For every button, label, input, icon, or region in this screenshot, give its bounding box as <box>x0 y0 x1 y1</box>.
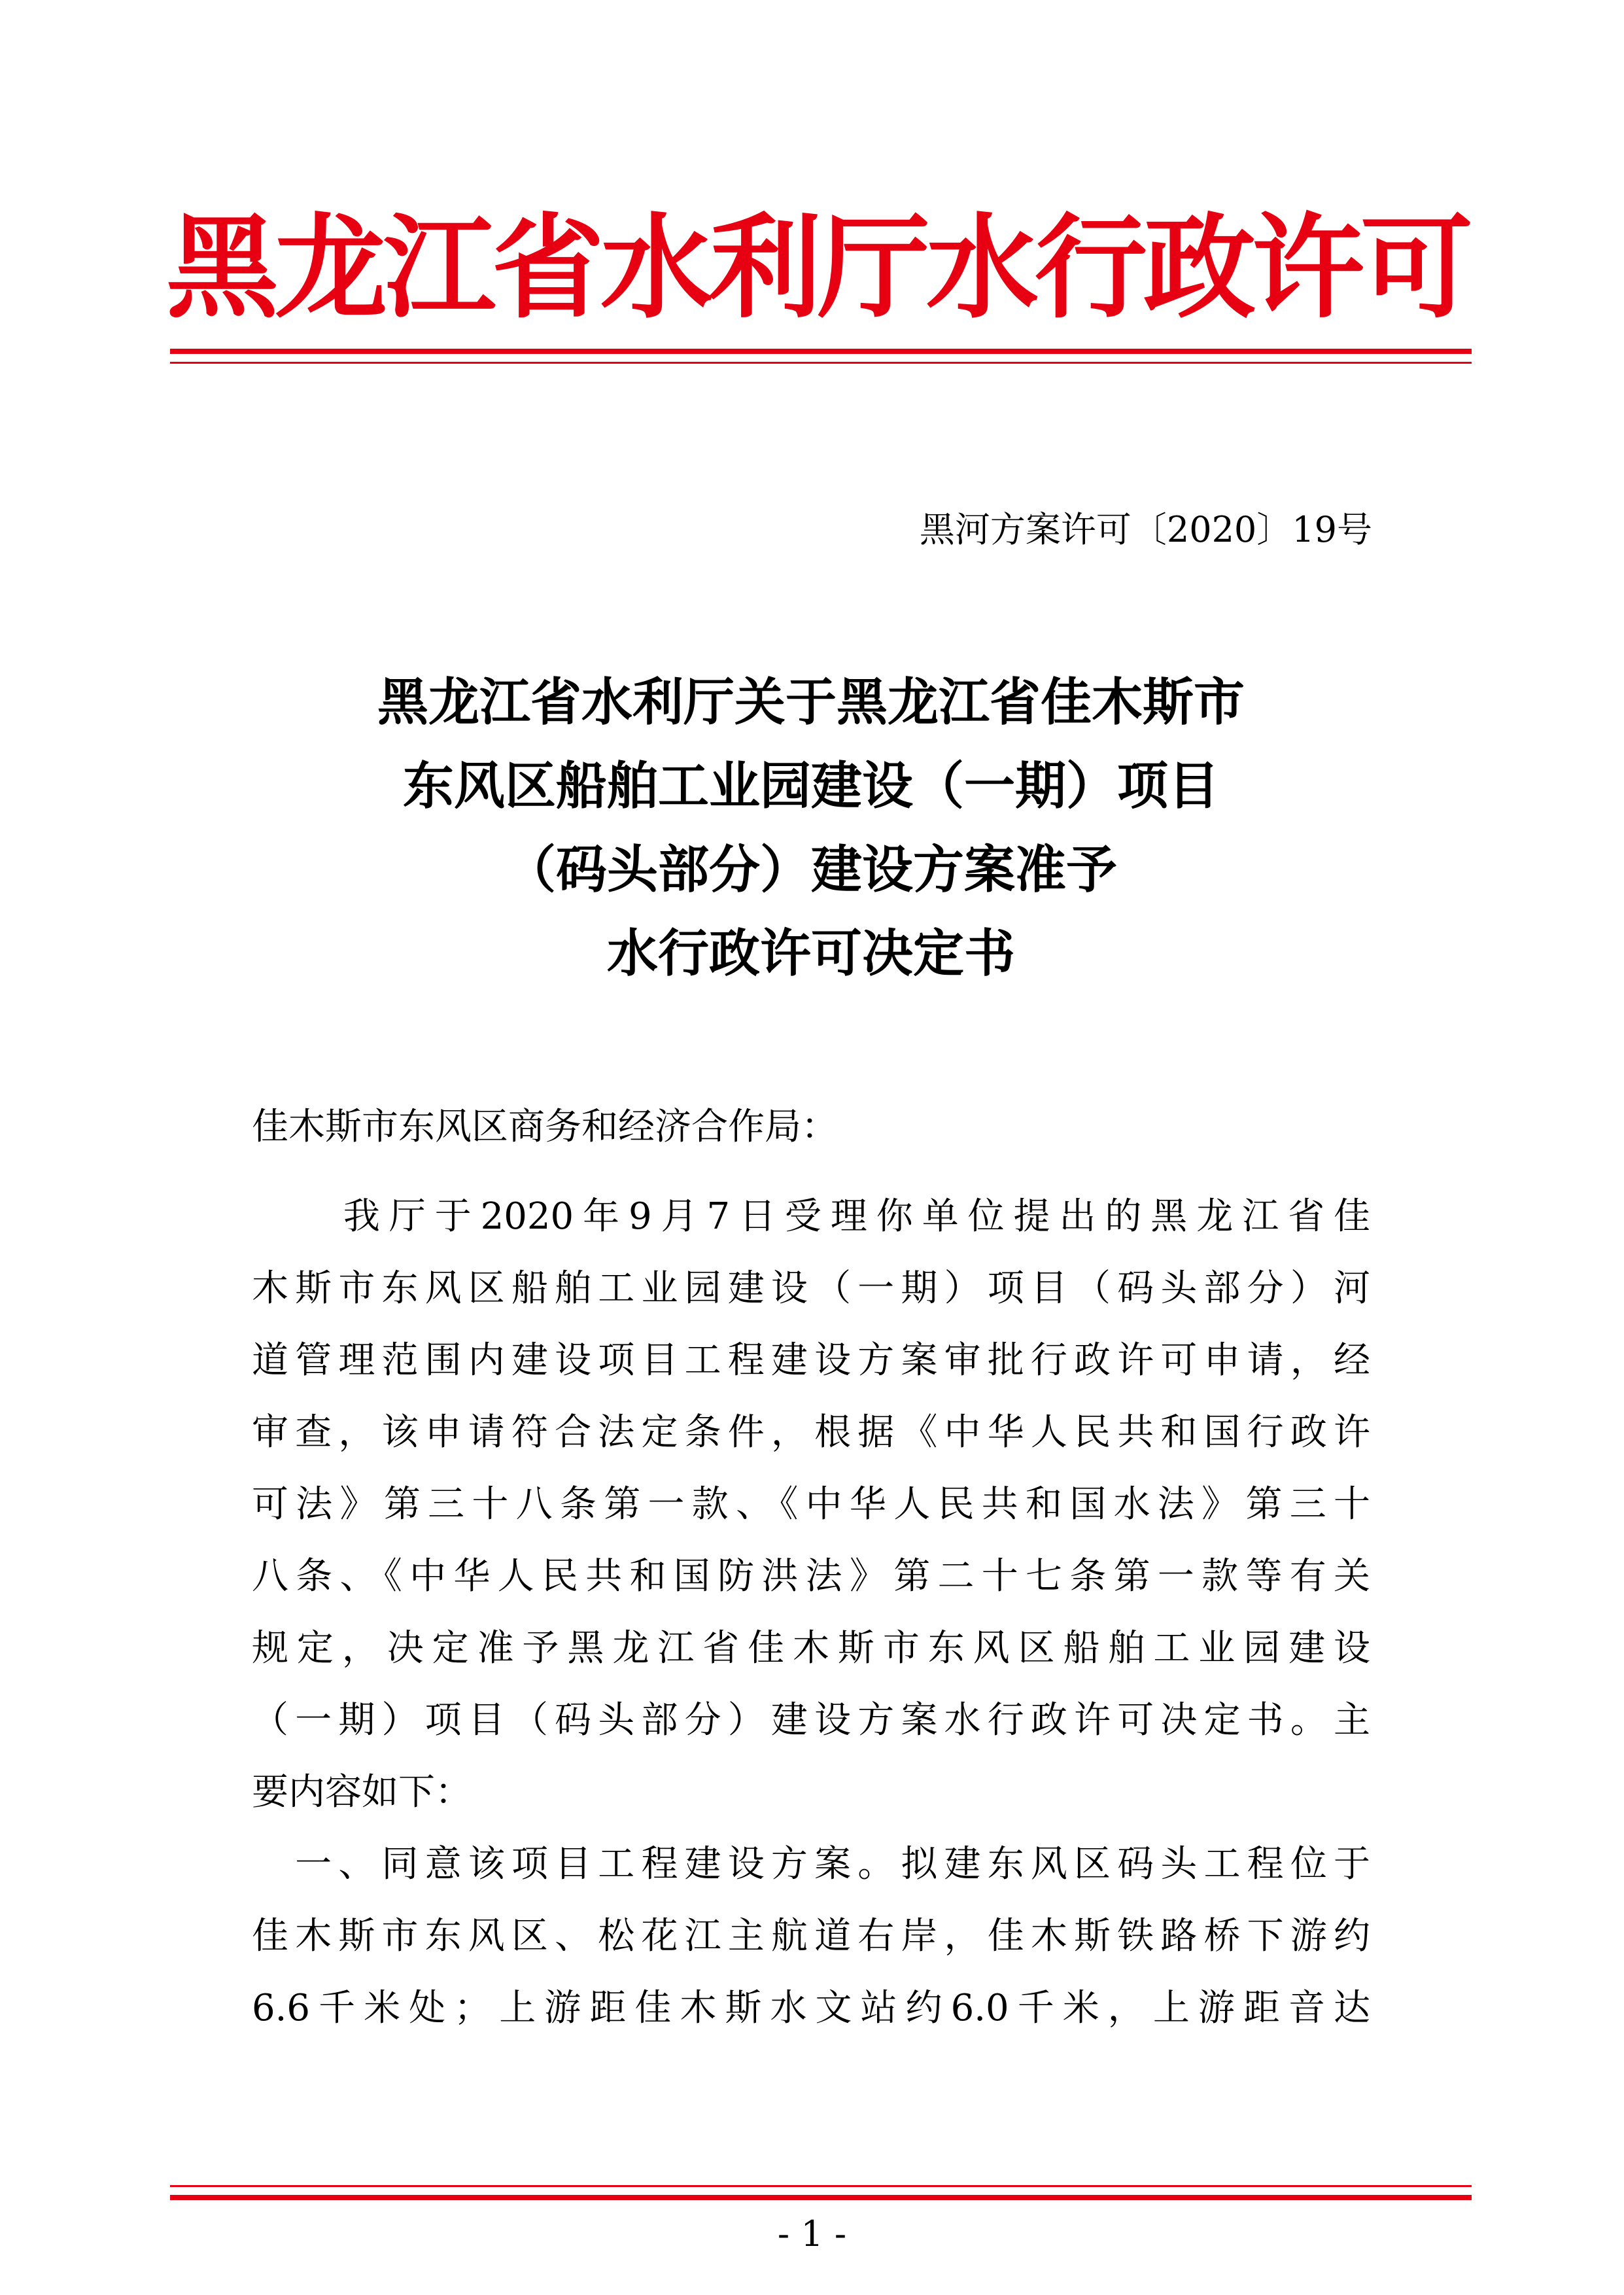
body-line: 审查，该申请符合法定条件，根据《中华人民共和国行政许 <box>252 1411 1370 1454</box>
body-line: （一期）项目（码头部分）建设方案水行政许可决定书。主 <box>252 1699 1370 1742</box>
body-line: 6.6千米处；上游距佳木斯水文站约6.0千米，上游距音达 <box>252 1987 1370 2029</box>
page-number: - 1 - <box>777 2213 847 2254</box>
masthead-title: 黑龙江省水利厅水行政许可 <box>166 202 1469 334</box>
document-number: 黑河方案许可〔2020〕19号 <box>919 509 1372 550</box>
body-line: 佳木斯市东风区、松花江主航道右岸，佳木斯铁路桥下游约 <box>252 1915 1370 1957</box>
body-line: 道管理范围内建设项目工程建设方案审批行政许可申请，经 <box>252 1339 1370 1382</box>
addressee: 佳木斯市东风区商务和经济合作局： <box>252 1106 838 1148</box>
body-line: 一、同意该项目工程建设方案。拟建东风区码头工程位于 <box>252 1843 1370 1885</box>
masthead-rule-thick <box>170 349 1472 354</box>
footer-rule-thin <box>170 2185 1472 2187</box>
body-line: 木斯市东风区船舶工业园建设（一期）项目（码头部分）河 <box>252 1267 1370 1310</box>
title-line: 东风区船舶工业园建设（一期）项目 <box>402 757 1219 816</box>
footer-rule-thick <box>170 2195 1472 2200</box>
body-text <box>252 1181 1370 2044</box>
document-title <box>196 661 1426 996</box>
body-line: 要内容如下： <box>252 1771 472 1813</box>
body-line: 规定，决定准予黑龙江省佳木斯市东风区船舶工业园建设 <box>252 1627 1370 1670</box>
title-line: 黑龙江省水利厅关于黑龙江省佳木斯市 <box>377 673 1245 732</box>
masthead-rule-thin <box>170 362 1472 364</box>
title-line: 水行政许可决定书 <box>606 924 1015 983</box>
body-line: 八条、《中华人民共和国防洪法》第二十七条第一款等有关 <box>252 1555 1370 1598</box>
body-line: 我厅于2020年9月7日受理你单位提出的黑龙江省佳 <box>252 1195 1370 1238</box>
title-line: （码头部分）建设方案准予 <box>504 841 1117 900</box>
body-line: 可法》第三十八条第一款、《中华人民共和国水法》第三十 <box>252 1483 1370 1526</box>
